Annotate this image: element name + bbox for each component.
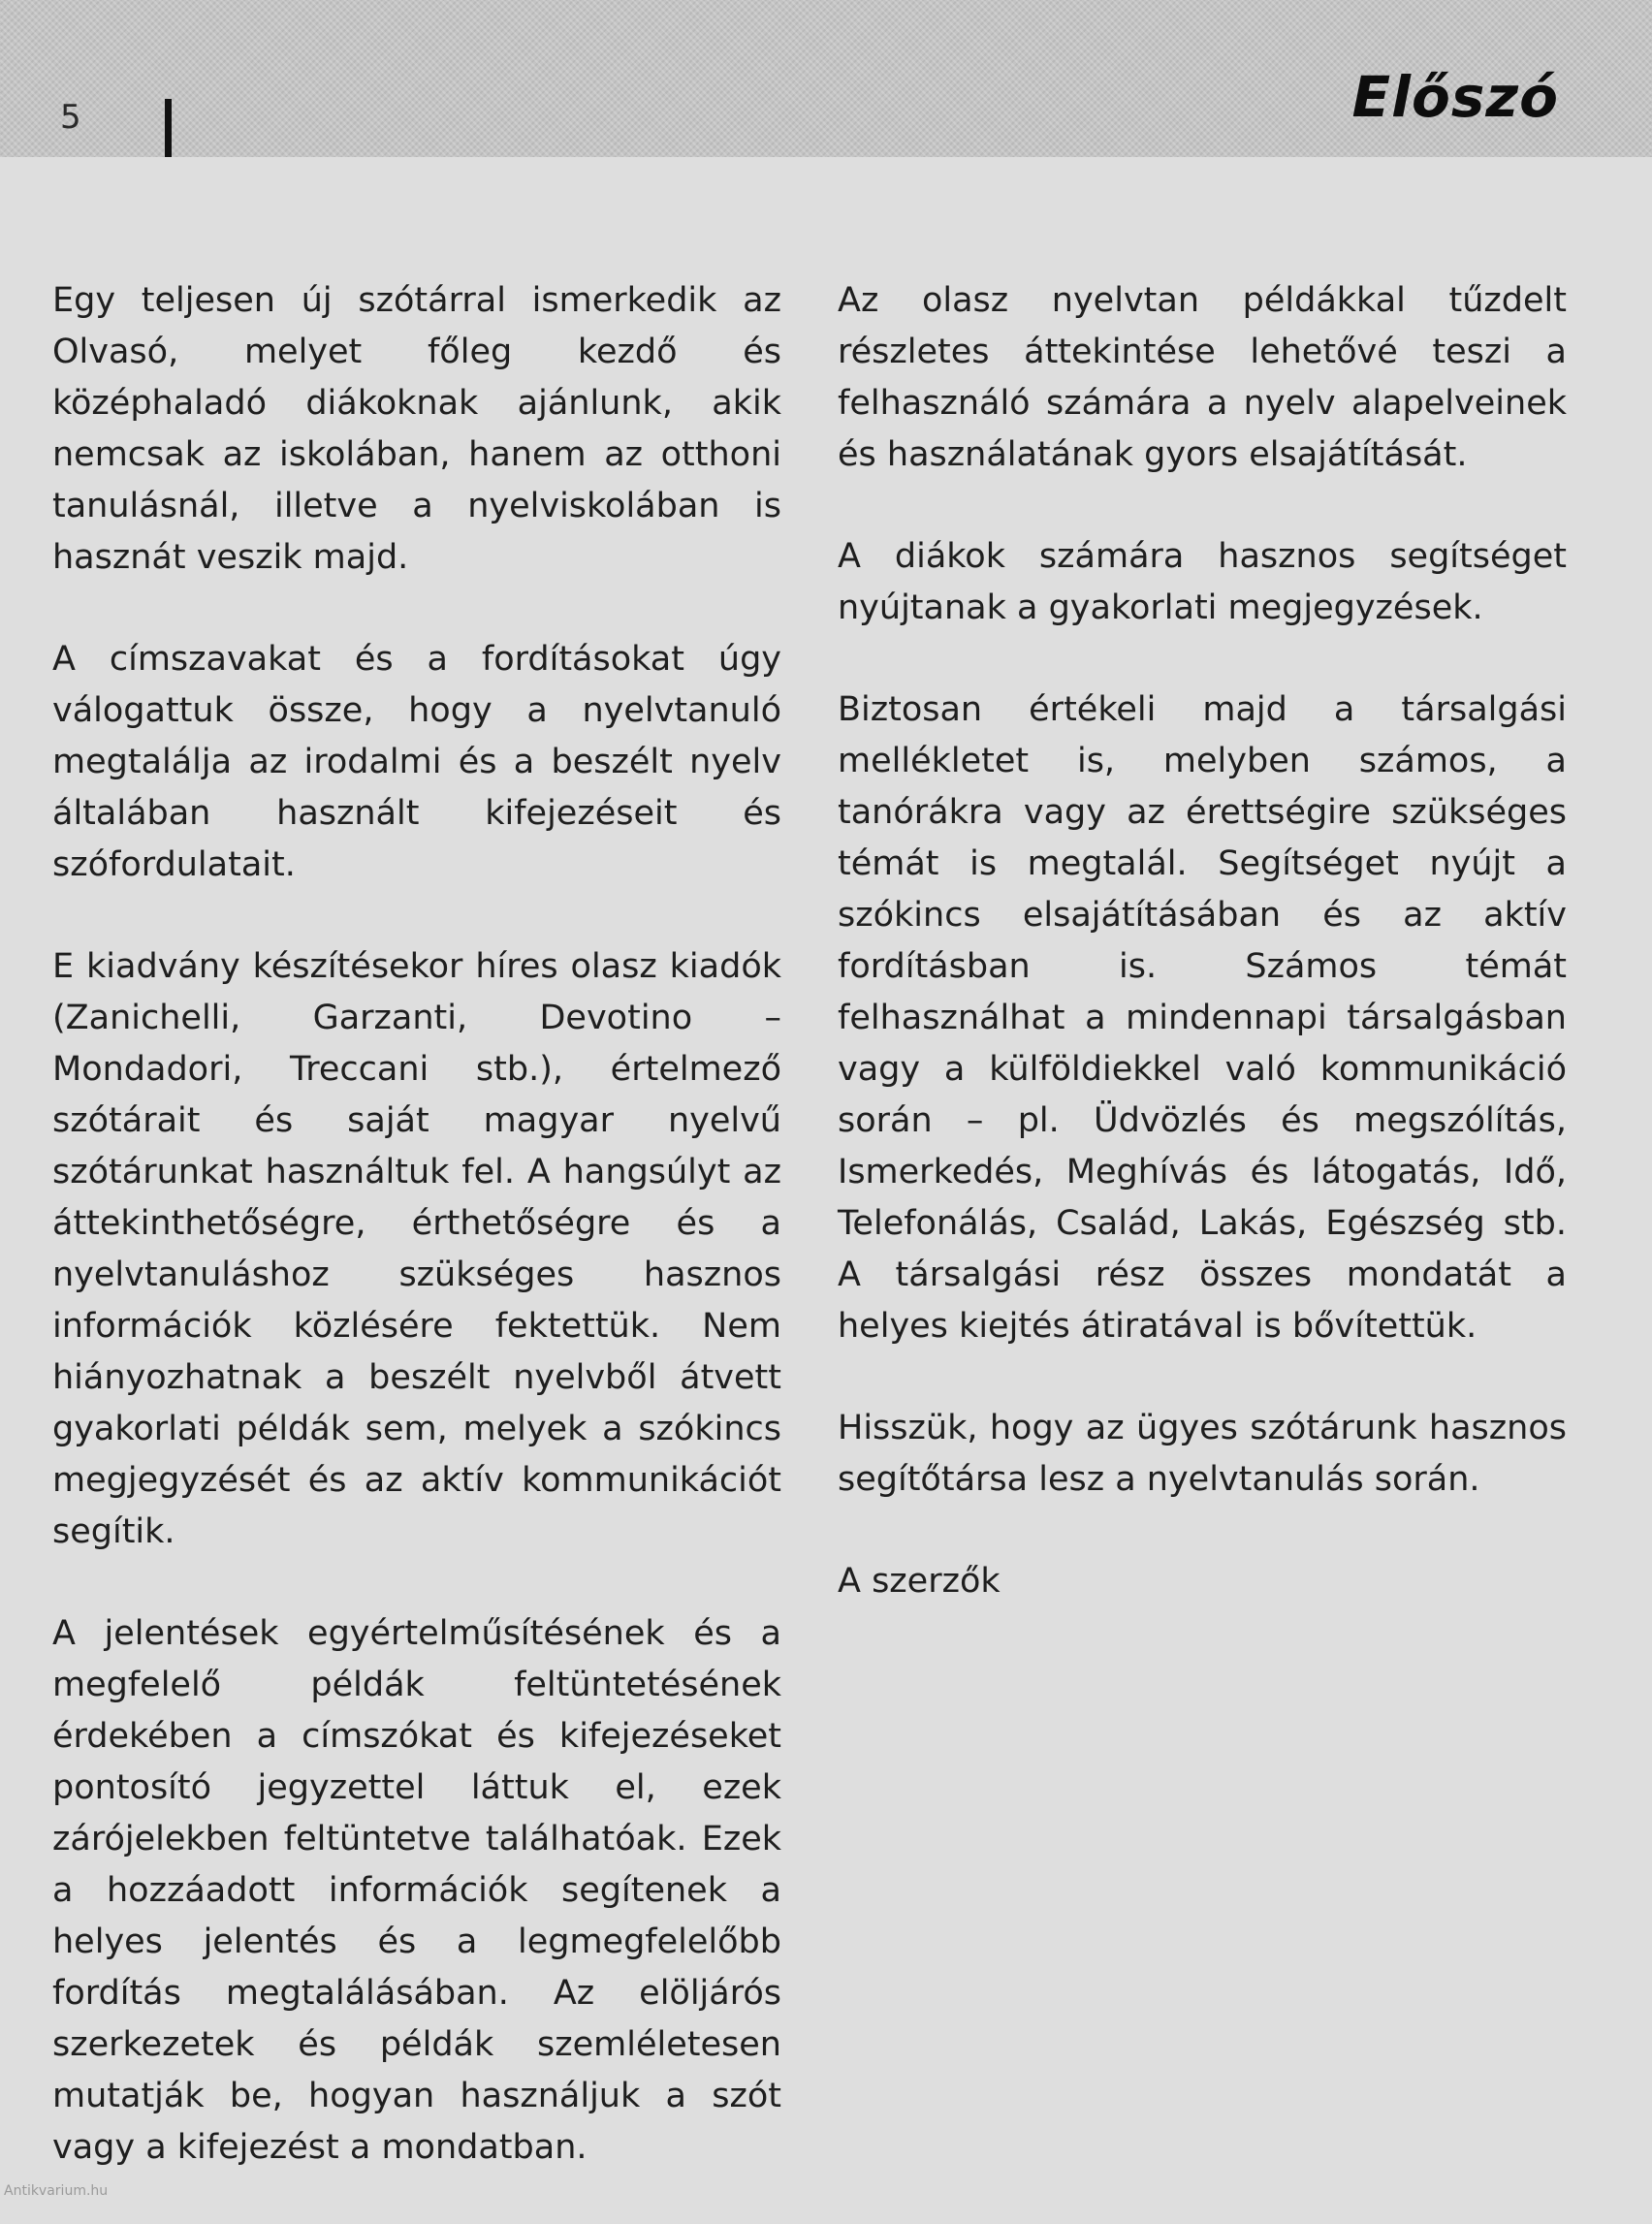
left-column xyxy=(52,275,781,2224)
paragraph: A diákok számára hasznos segítséget nyújtanak a gyakorlati megjegyzések. xyxy=(838,537,1567,627)
header-band xyxy=(0,0,1652,157)
header-divider xyxy=(165,99,172,157)
page-number: 5 xyxy=(60,98,81,137)
paragraph: A jelentések egyértelműsítésének és a megfelelő példák feltüntetésének érdekében a címszókat és kifejezéseket pontosító jegyzettel láttuk el, ezek zárójelekben feltüntetve találhatóak. Ezek a hozzáadott információk segítenek a helyes jelentés és a legmegfelelőbb fordítás megtalálásában. Az elöljárós szerkezetek és példák szemléletesen mutatják be, hogyan használjuk a szót vagy a kifejezést a mondatban. xyxy=(52,1614,781,2167)
watermark: Antikvarium.hu xyxy=(4,2183,109,2199)
paragraph: Az olasz nyelvtan példákkal tűzdelt részletes áttekintése lehetővé teszi a felhasználó számára a nyelv alapelveinek és használatának gyors elsajátítását. xyxy=(838,281,1567,474)
paragraph: Biztosan értékeli majd a társalgási mellékletet is, melyben számos, a tanórákra vagy az érettségire szükséges témát is megtalál. Segítséget nyújt a szókincs elsajátításában és az aktív fordításban is. Számos témát felhasználhat a mindennapi társalgásban vagy a külföldiekkel való kommunikáció során – pl. Üdvözlés és megszólítás, Ismerkedés, Meghívás és látogatás, Idő, Telefonálás, Család, Lakás, Egészség stb. A társalgási rész összes mondatát a helyes kiejtés átiratával is bővítettük. xyxy=(838,690,1567,1346)
signature: A szerzők xyxy=(838,1562,1001,1601)
paragraph: Egy teljesen új szótárral ismerkedik az Olvasó, melyet főleg kezdő és középhaladó diákoknak ajánlunk, akik nemcsak az iskolában, hanem az otthoni tanulásnál, illetve a nyelviskolában is hasznát veszik majd. xyxy=(52,281,781,577)
paragraph: Hisszük, hogy az ügyes szótárunk hasznos segítőtársa lesz a nyelvtanulás során. xyxy=(838,1409,1567,1499)
paragraph: E kiadvány készítésekor híres olasz kiadók (Zanichelli, Garzanti, Devotino – Mondadori, Treccani stb.), értelmező szótárait és saját magyar nyelvű szótárunkat használtuk fel. A hangsúlyt az áttekinthetőségre, érthetőségre és a nyelvtanuláshoz szükséges hasznos információk közlésére fektettük. Nem hiányozhatnak a beszélt nyelvből átvett gyakorlati példák sem, melyek a szókincs megjegyzését és az aktív kommunikációt segítik. xyxy=(52,947,781,1551)
right-column xyxy=(838,275,1567,1658)
section-title: Előszó xyxy=(1351,64,1559,130)
paragraph: A címszavakat és a fordításokat úgy válogattuk össze, hogy a nyelvtanuló megtalálja az irodalmi és a beszélt nyelv általában használt kifejezéseit és szófordulatait. xyxy=(52,640,781,884)
